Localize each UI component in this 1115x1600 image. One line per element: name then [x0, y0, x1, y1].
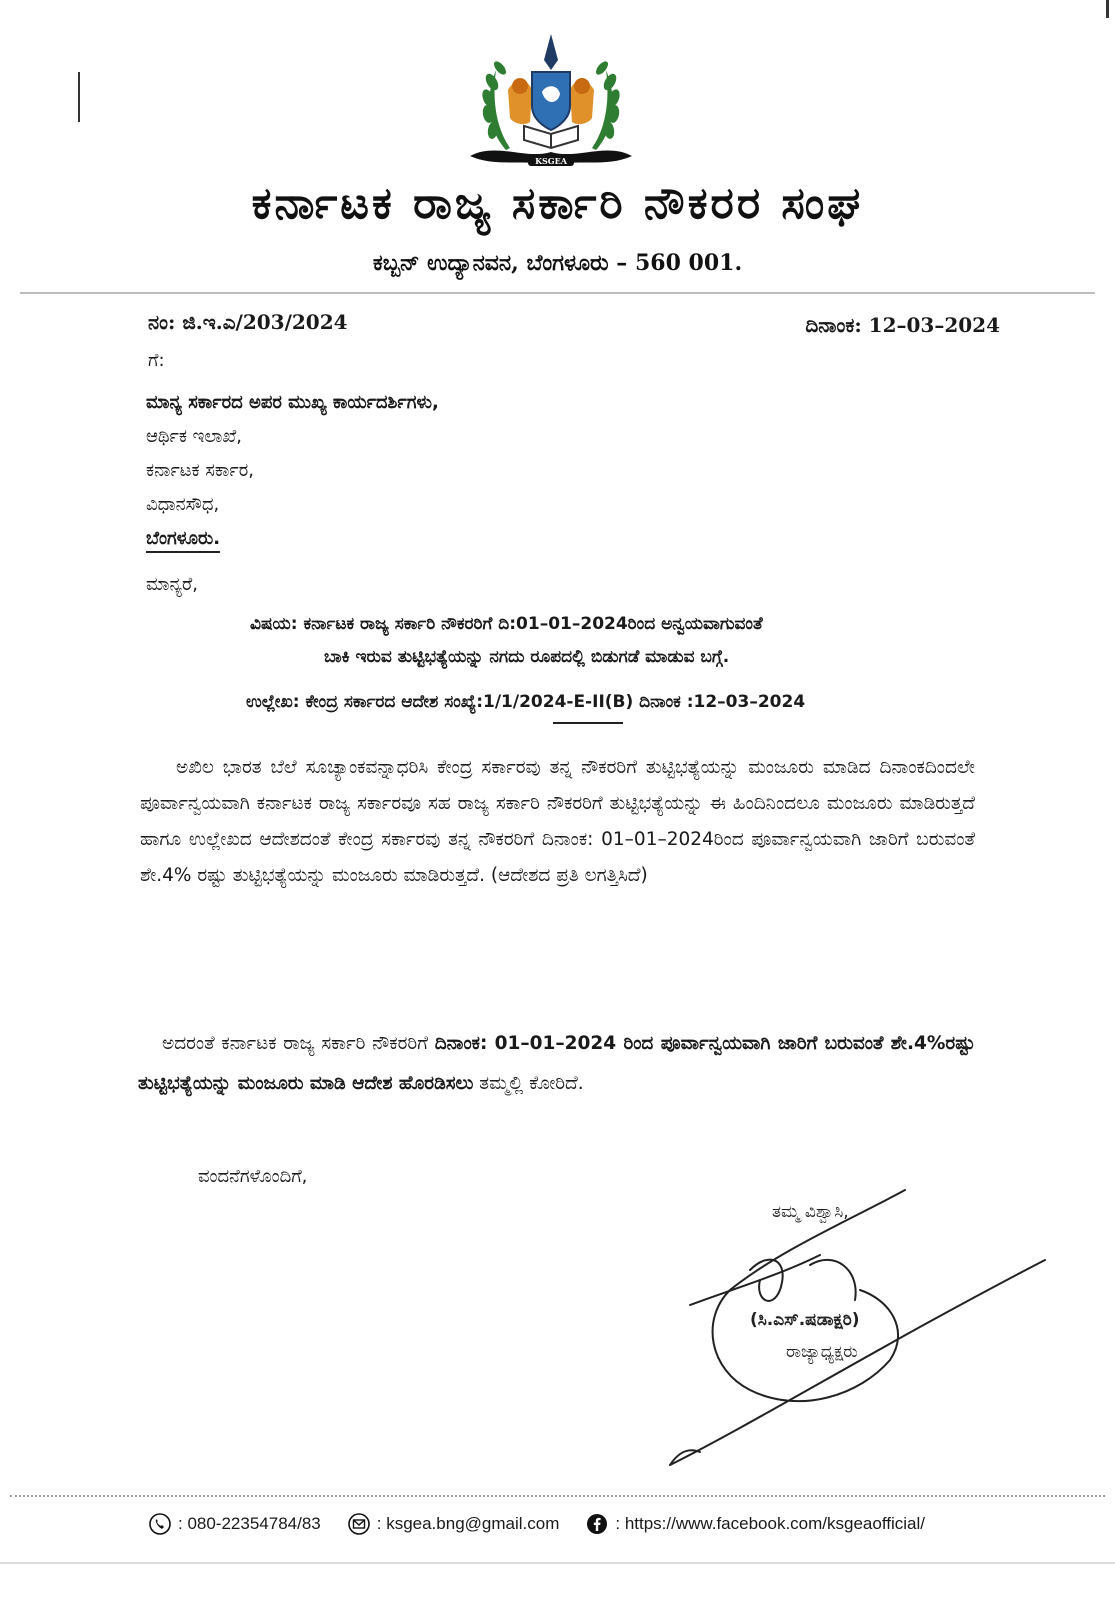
recipient-address — [146, 386, 439, 556]
phone-number: : 080-22354784/83 — [178, 1514, 321, 1533]
signatory-name: (ಸಿ.ಎಸ್.ಷಡಾಕ್ಷರಿ) — [750, 1310, 860, 1330]
ksgea-emblem-logo — [466, 30, 636, 172]
letter-date: ದಿನಾಂಕ: 12–03–2024 — [805, 313, 1000, 337]
paragraph-2-lead: ಅದರಂತೆ ಕರ್ನಾಟಕ ರಾಜ್ಯ ಸರ್ಕಾರಿ ನೌಕರರಿಗೆ — [162, 1033, 435, 1054]
facebook-url[interactable]: : https://www.facebook.com/ksgeaofficial/ — [615, 1514, 925, 1533]
recipient-line: ಆರ್ಥಿಕ ಇಲಾಖೆ, — [146, 426, 242, 447]
reference-line: ಉಲ್ಲೇಖ: ಕೇಂದ್ರ ಸರ್ಕಾರದ ಆದೇಶ ಸಂಖ್ಯೆ:1/1/2024-E-II(B) ದಿನಾಂಕ :12–03–2024 — [246, 692, 806, 712]
subject-line-2: ಬಾಕಿ ಇರುವ ತುಟ್ಟಿಭತ್ಯೆಯನ್ನು ನಗದು ರೂಪದಲ್ಲಿ ಬಿಡುಗಡೆ ಮಾಡುವ ಬಗ್ಗೆ. — [324, 647, 730, 667]
recipient-city-text: ಬೆಂಗಳೂರು. — [146, 528, 220, 553]
handwritten-signature — [660, 1180, 1060, 1480]
paragraph-2-bold-request: ದಿನಾಂಕ: 01–01–2024 ರಿಂದ ಪೂರ್ವಾನ್ವಯವಾಗಿ ಜಾರಿಗೆ ಬರುವಂತೆ ಶೇ.4%ರಷ್ಟು ತುಟ್ಟಿಭತ್ಯೆಯನ್ನು ಮಂಜೂರು ಮಾಡಿ ಆದೇಶ ಹೊರಡಿಸಲು — [138, 1033, 975, 1094]
footer-phone — [148, 1512, 321, 1536]
closing-greeting: ವಂದನೆಗಳೊಂದಿಗೆ, — [198, 1166, 308, 1187]
paragraph-2-tail: ತಮ್ಮಲ್ಲಿ ಕೋರಿದೆ. — [473, 1073, 584, 1094]
to-label: ಗೆ: — [148, 350, 165, 371]
reference-underline-dash — [553, 722, 623, 724]
body-paragraph-2 — [138, 1024, 975, 1104]
recipient-city — [146, 522, 439, 556]
footer-contact-bar — [148, 1508, 951, 1540]
email-address[interactable]: : ksgea.bng@gmail.com — [376, 1514, 560, 1533]
scan-edge-mark-right — [1106, 0, 1109, 18]
footer-facebook — [585, 1512, 925, 1536]
footer-divider — [10, 1495, 1105, 1497]
footer-email — [347, 1512, 560, 1536]
body-paragraph-1: ಅಖಿಲ ಭಾರತ ಬೆಲೆ ಸೂಚ್ಯಾಂಕವನ್ನಾಧರಿಸಿ ಕೇಂದ್ರ ಸರ್ಕಾರವು ತನ್ನ ನೌಕರರಿಗೆ ತುಟ್ಟಿಭತ್ಯೆಯನ್ನು ಮಂಜೂರು ಮಾಡಿದ ದಿನಾಂಕದಿಂದಲೇ ಪೂರ್ವಾನ್ವಯವಾಗಿ ಕರ್ನಾಟಕ ರಾಜ್ಯ ಸರ್ಕಾರವೂ ಸಹ ರಾಜ್ಯ ಸರ್ಕಾರಿ ನೌಕರರಿಗೆ ತುಟ್ಟಿಭತ್ಯೆಯನ್ನು ಈ ಹಿಂದಿನಿಂದಲೂ ಮಂಜೂರು ಮಾಡಿರುತ್ತದೆ ಹಾಗೂ ಉಲ್ಲೇಖದ ಆದೇಶದಂತೆ ಕೇಂದ್ರ ಸರ್ಕಾರವು ತನ್ನ ನೌಕರರಿಗೆ ದಿನಾಂಕ: 01–01–2024ರಿಂದ ಪೂರ್ವಾನ್ವಯವಾಗಿ ಜಾರಿಗೆ ಬರುವಂತೆ ಶೇ.4% ರಷ್ಟು ತುಟ್ಟಿಭತ್ಯೆಯನ್ನು ಮಂಜೂರು ಮಾಡಿರುತ್ತದೆ. (ಆದೇಶದ ಪ್ರತಿ ಲಗತ್ತಿಸಿದೆ) — [140, 757, 975, 886]
header-divider — [20, 292, 1095, 294]
scan-edge-mark — [78, 72, 80, 122]
reference-number: ನಂ: ಜಿ.ಇ.ಎ/203/2024 — [148, 310, 348, 334]
salutation: ಮಾನ್ಯರೆ, — [146, 574, 198, 595]
phone-icon — [148, 1512, 172, 1536]
organization-name: ಕರ್ನಾಟಕ ರಾಜ್ಯ ಸರ್ಕಾರಿ ನೌಕರರ ಸಂಘ — [251, 178, 864, 229]
recipient-line: ಕರ್ನಾಟಕ ಸರ್ಕಾರ, — [146, 460, 254, 481]
recipient-line: ಮಾನ್ಯ ಸರ್ಕಾರದ ಅಪರ ಮುಖ್ಯ ಕಾರ್ಯದರ್ಶಿಗಳು, — [146, 392, 439, 413]
subject-block — [250, 608, 990, 674]
facebook-icon — [585, 1512, 609, 1536]
subject-line-1: ವಿಷಯ: ಕರ್ನಾಟಕ ರಾಜ್ಯ ಸರ್ಕಾರಿ ನೌಕರರಿಗೆ ದಿ:01–01–2024ರಿಂದ ಅನ್ವಯವಾಗುವಂತೆ — [250, 614, 763, 634]
signatory-title: ರಾಜ್ಯಾಧ್ಯಕ್ಷರು — [786, 1342, 858, 1362]
logo-text: KSGEA — [535, 156, 567, 166]
organization-address: ಕಬ್ಬನ್ ಉದ್ಯಾನವನ, ಬೆಂಗಳೂರು – 560 001. — [372, 250, 743, 276]
bottom-edge-rule — [0, 1562, 1115, 1564]
email-icon — [347, 1512, 371, 1536]
recipient-line: ವಿಧಾನಸೌಧ, — [146, 494, 220, 515]
signature-yours-faithfully: ತಮ್ಮ ವಿಶ್ವಾಸಿ, — [772, 1202, 849, 1222]
